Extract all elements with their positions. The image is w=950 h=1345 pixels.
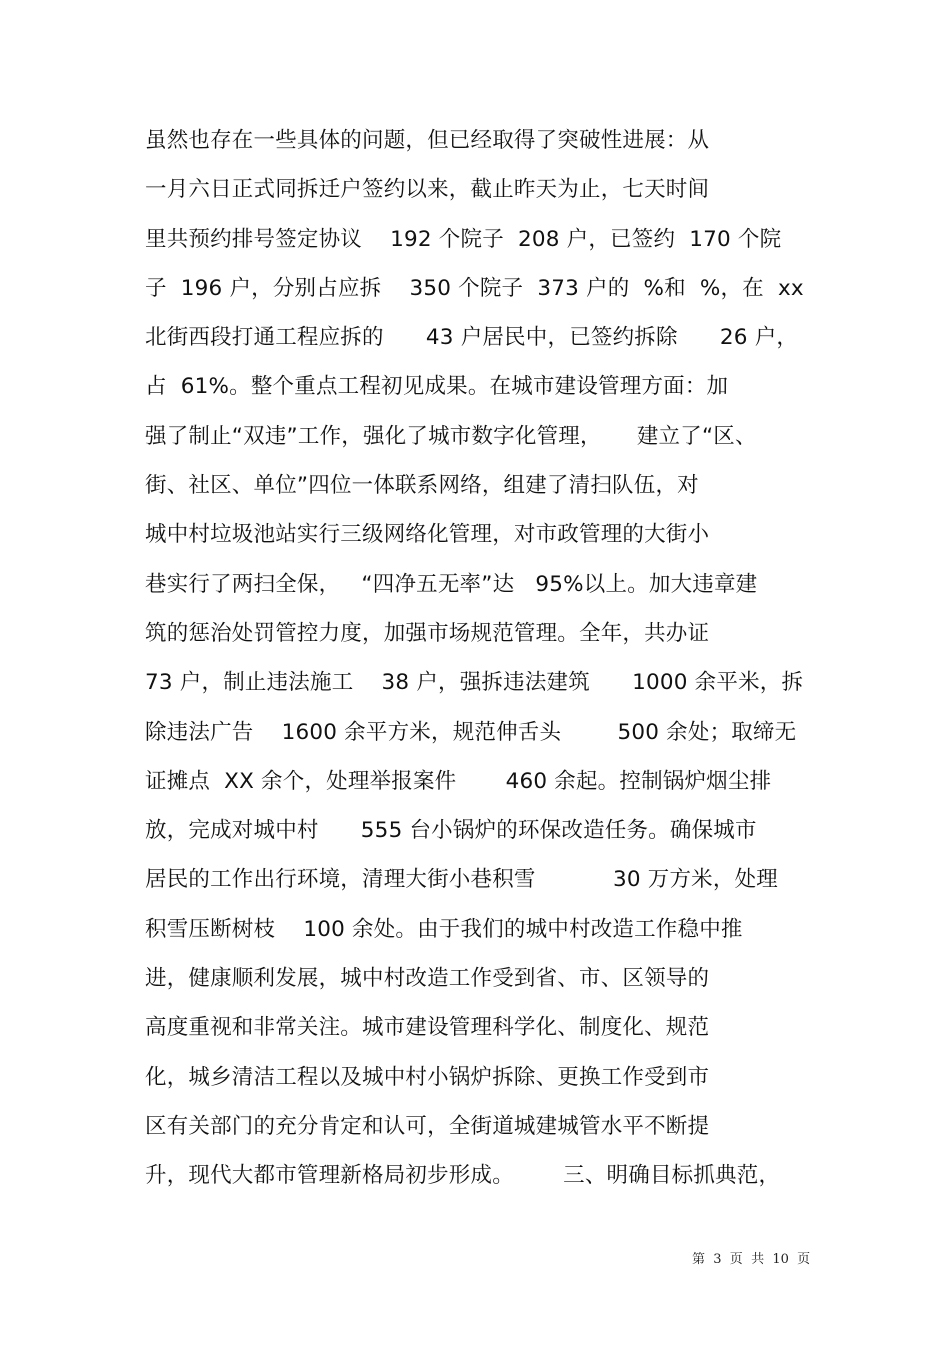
text-line: 街、社区、单位”四位一体联系网络，组建了清扫队伍，对 bbox=[145, 473, 699, 499]
body-text bbox=[145, 121, 825, 1206]
text-line: 虽然也存在一些具体的问题，但已经取得了突破性进展：从 bbox=[145, 128, 710, 153]
text-line: 子 196 户，分别占应拆 350 个院子 373 户的 %和 %，在 xx bbox=[145, 275, 804, 301]
text-line: 化，城乡清洁工程以及城中村小锅炉拆除、更换工作受到市 bbox=[145, 1064, 710, 1090]
text-line: 居民的工作出行环境，清理大街小巷积雪 30 万方米，处理 bbox=[145, 867, 778, 893]
text-line: 一月六日正式同拆迁户签约以来，截止昨天为止，七天时间 bbox=[145, 177, 710, 203]
text-line: 北街西段打通工程应拆的 43 户居民中，已签约拆除 26 户， bbox=[145, 325, 799, 351]
text-line: 升，现代大都市管理新格局初步形成。 三、明确目标抓典范， bbox=[145, 1163, 781, 1189]
text-line: 高度重视和非常关注。城市建设管理科学化、制度化、规范 bbox=[145, 1015, 710, 1041]
page-number-footer: 第 3 页 共 10 页 bbox=[692, 1252, 811, 1267]
text-line: 占 61%。整个重点工程初见成果。在城市建设管理方面：加 bbox=[145, 374, 729, 400]
text-line: 区有关部门的充分肯定和认可，全街道城建城管水平不断提 bbox=[145, 1113, 710, 1139]
text-line: 进，健康顺利发展，城中村改造工作受到省、市、区领导的 bbox=[145, 966, 710, 992]
text-line: 巷实行了两扫全保， “四净五无率”达 95%以上。加大违章建 bbox=[145, 571, 758, 597]
text-line: 73 户，制止违法施工 38 户，强拆违法建筑 1000 余平米，拆 bbox=[145, 670, 804, 696]
text-line: 筑的惩治处罚管控力度，加强市场规范管理。全年，共办证 bbox=[145, 620, 710, 646]
text-line: 里共预约排号签定协议 192 个院子 208 户，已签约 170 个院 bbox=[145, 226, 782, 252]
text-line: 除违法广告 1600 余平方米，规范伸舌头 500 余处；取缔无 bbox=[145, 719, 797, 745]
text-line: 放，完成对城中村 555 台小锅炉的环保改造任务。确保城市 bbox=[145, 818, 757, 844]
text-line: 证摊点 XX 余个，处理举报案件 460 余起。控制锅炉烟尘排 bbox=[145, 768, 772, 794]
text-line: 强了制止“双违”工作，强化了城市数字化管理， 建立了“区、 bbox=[145, 423, 757, 449]
text-line: 城中村垃圾池站实行三级网络化管理，对市政管理的大街小 bbox=[145, 522, 710, 548]
text-line: 积雪压断树枝 100 余处。由于我们的城中村改造工作稳中推 bbox=[145, 916, 743, 942]
